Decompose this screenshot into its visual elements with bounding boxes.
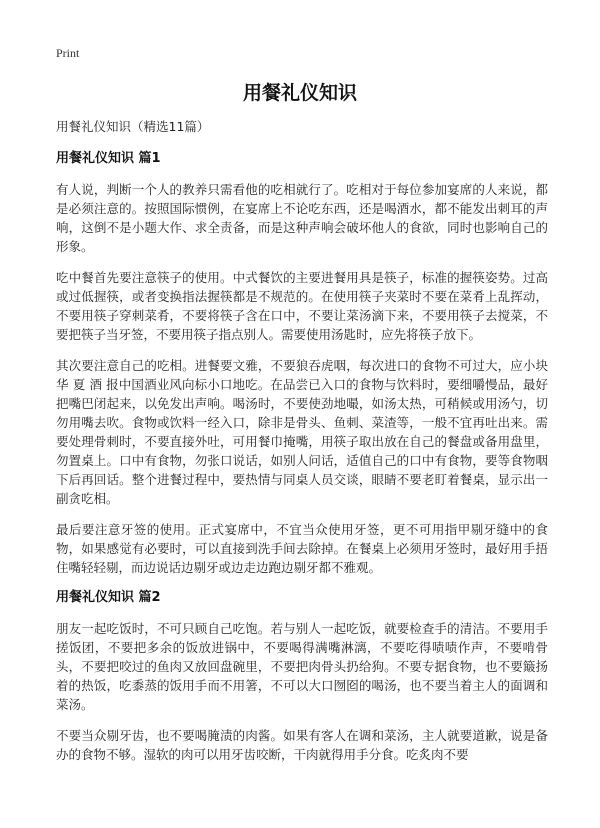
section-1 bbox=[56, 150, 548, 577]
document-body bbox=[56, 118, 548, 776]
section-heading: 用餐礼仪知识 篇2 bbox=[56, 590, 161, 605]
section-2 bbox=[56, 589, 548, 764]
paragraph: 吃中餐首先要注意筷子的使用。中式餐饮的主要进餐用具是筷子，标准的握筷姿势。过高或过低握筷，或者变换指法握筷都是不规范的。在使用筷子夹菜时不要在菜肴上乱挥动，不要用筷子穿刺菜肴，不要将筷子含在口中，不要让菜汤滴下来，不要用筷子去搅菜，不要把筷子当牙签，不要用筷子指点别人。需要使用汤匙时，应先将筷子放下。 bbox=[56, 270, 548, 342]
paragraph: 有人说，判断一个人的教养只需看他的吃相就行了。吃相对于每位参加宴席的人来说，都是必须注意的。按照国际惯例，在宴席上不论吃东西，还是喝酒水，都不能发出刺耳的声响，这倒不是小题大作、求全责备，而是这种声响会破坏他人的食欲，同时也影响自己的形象。 bbox=[56, 182, 548, 254]
section-heading: 用餐礼仪知识 篇1 bbox=[56, 151, 161, 166]
paragraph: 最后要注意牙签的使用。正式宴席中，不宜当众使用牙签，更不可用指甲剔牙缝中的食物，如果感觉有必要时，可以直接到洗手间去除掉。在餐桌上必须用牙签时，最好用手捂住嘴轻轻剔，而边说话边剔牙或边走边跑边剔牙都不雅观。 bbox=[56, 522, 548, 575]
paragraph: 朋友一起吃饭时，不可只顾自己吃饱。若与别人一起吃饭，就要检查手的清洁。不要用手搓饭团，不要把多余的饭放进锅中，不要喝得满嘴淋漓，不要吃得啧啧作声，不要啃骨头，不要把咬过的鱼肉又放回盘碗里，不要把肉骨头扔给狗。不要专据食物，也不要簸扬着的热饭，吃黍蒸的饭用手而不用箸，不可以大口囫囵的喝汤，也不要当着主人的面调和菜汤。 bbox=[56, 621, 548, 712]
document-title: 用餐礼仪知识 bbox=[242, 82, 357, 104]
document-subtitle: 用餐礼仪知识（精选11篇） bbox=[56, 119, 210, 134]
print-link[interactable]: Print bbox=[56, 46, 80, 60]
paragraph: 不要当众剔牙齿，也不要喝腌渍的肉酱。如果有客人在调和菜汤，主人就要道歉，说是备办的食物不够。湿软的肉可以用牙齿咬断，干肉就得用手分食。吃炙肉不要 bbox=[56, 728, 548, 762]
paragraph: 其次要注意自己的吃相。进餐要文雅，不要狼吞虎咽，每次进口的食物不可过大，应小块华 夏 酒 报中国酒业风向标小口地吃。在品尝已入口的食物与饮料时，要细嚼慢品，最好把嘴巴闭起来，以免发出声响。喝汤时，不要使劲地嘬，如汤太热，可稍候或用汤勺，切勿用嘴去吹。食物或饮料一经入口，除非是骨头、鱼刺、菜渣等，一般不宜再吐出来。需要处理骨刺时，不要直接外吐，可用餐巾掩嘴，用筷子取出放在自己的餐盘或备用盘里，勿置桌上。口中有食物，勿张口说话，如别人问话，适值自己的口中有食物，要等食物咽下后再回话。整个进餐过程中，要热情与同桌人员交谈，眼睛不要老盯着餐桌，显示出一副贪吃相。 bbox=[56, 358, 548, 506]
